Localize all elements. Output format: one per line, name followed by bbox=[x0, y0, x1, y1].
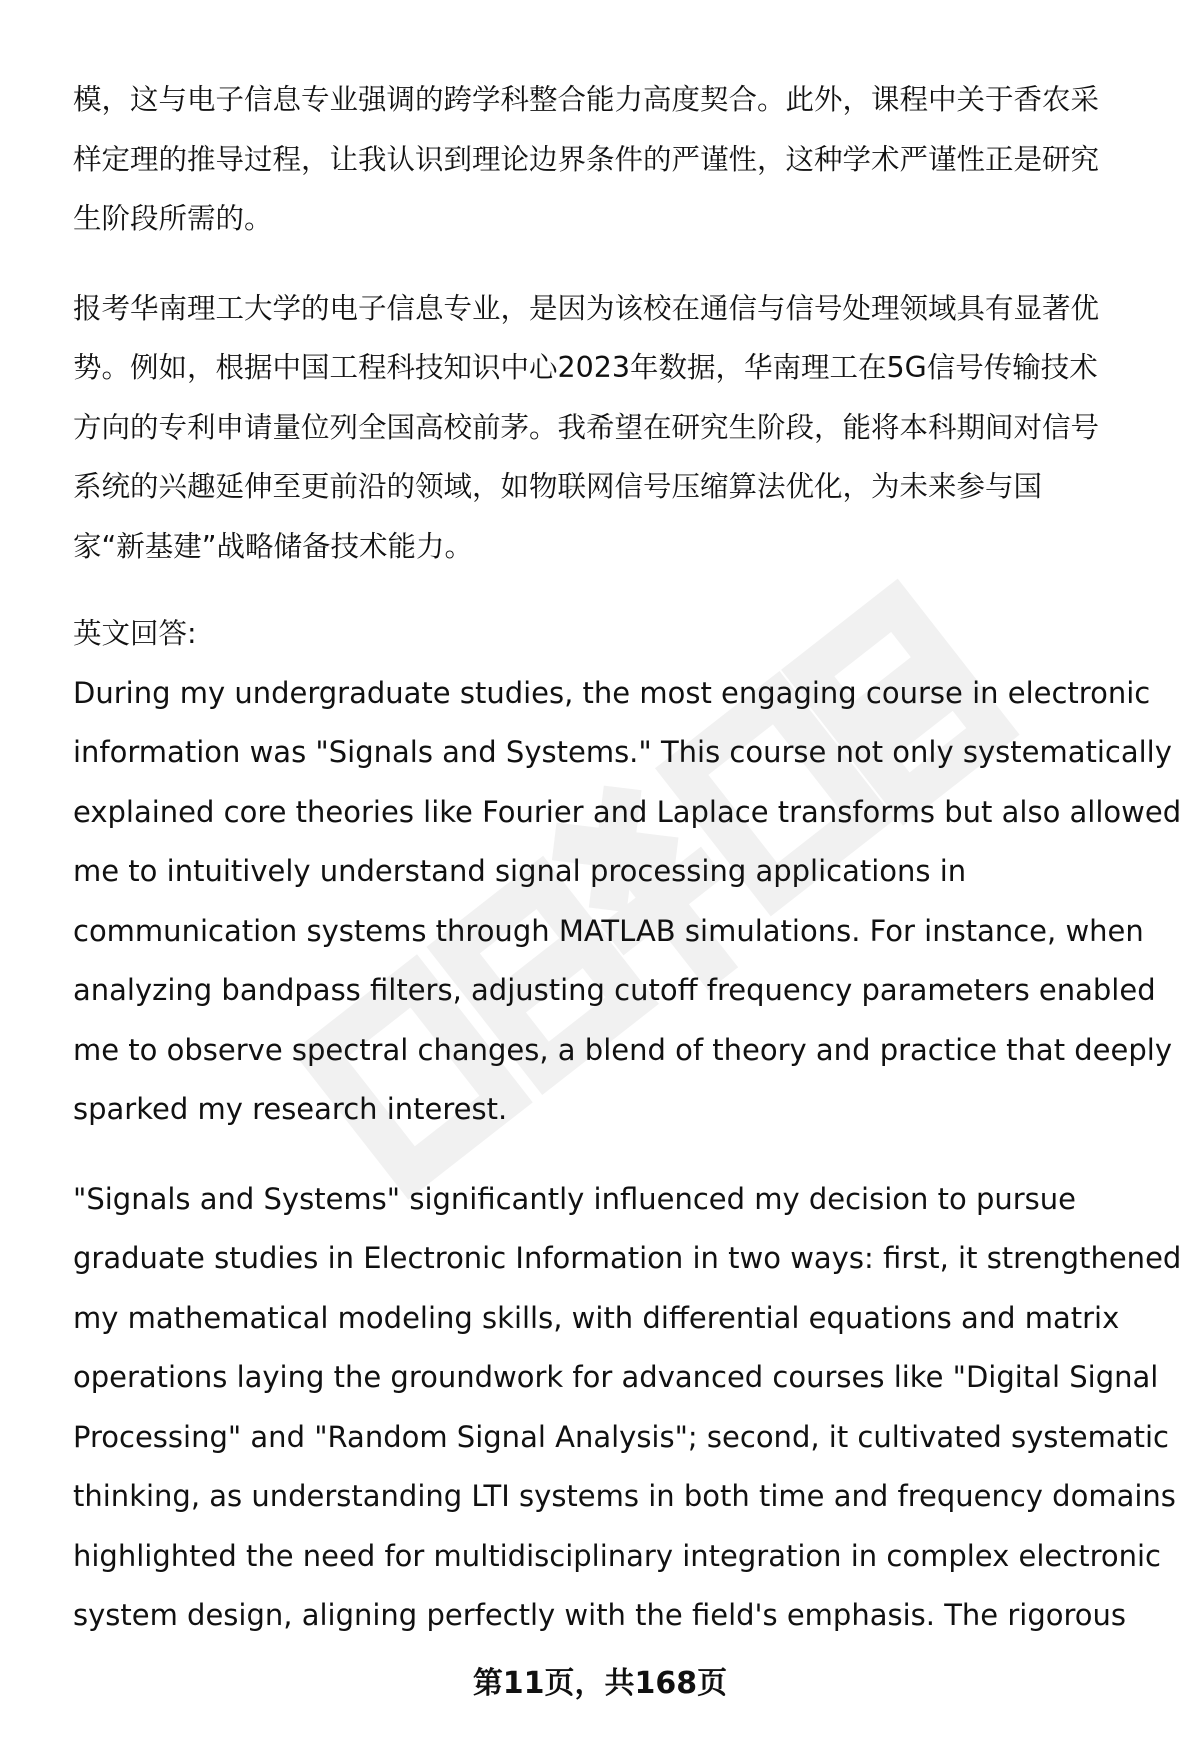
text-line: graduate studies in Electronic Information in two ways: first, it strengthened bbox=[73, 1241, 1182, 1275]
english-answer-label: 英文回答: bbox=[73, 617, 197, 650]
paragraph-spacer bbox=[73, 1140, 1163, 1170]
text-line: information was "Signals and Systems." This course not only systematically bbox=[73, 735, 1172, 769]
paragraph-cn-2 bbox=[73, 279, 1163, 577]
text-line: 系统的兴趣延伸至更前沿的领域，如物联网信号压缩算法优化，为未来参与国 bbox=[73, 470, 1043, 503]
text-line: sparked my research interest. bbox=[73, 1092, 508, 1126]
page-number: 第11页，共168页 bbox=[472, 1666, 728, 1701]
text-line: me to intuitively understand signal processing applications in bbox=[73, 854, 967, 888]
text-line: explained core theories like Fourier and Laplace transforms but also allowed bbox=[73, 794, 1182, 829]
text-line: thinking, as understanding LTI systems in both time and frequency domains bbox=[73, 1479, 1176, 1513]
paragraph-cn-1 bbox=[73, 70, 1163, 249]
text-line: 模，这与电子信息专业强调的跨学科整合能力高度契合。此外，课程中关于香农采 bbox=[73, 83, 1100, 116]
text-line: analyzing bandpass filters, adjusting cutoff frequency parameters enabled bbox=[73, 973, 1156, 1007]
text-line: "Signals and Systems" significantly influenced my decision to pursue bbox=[73, 1181, 1076, 1216]
paragraph-spacer bbox=[73, 249, 1163, 279]
text-line: 报考华南理工大学的电子信息专业，是因为该校在通信与信号处理领域具有显著优 bbox=[73, 291, 1100, 325]
text-line: 生阶段所需的。 bbox=[73, 202, 273, 235]
text-line: my mathematical modeling skills, with differential equations and matrix bbox=[73, 1300, 1120, 1335]
text-line: me to observe spectral changes, a blend of theory and practice that deeply bbox=[73, 1032, 1172, 1067]
text-line: Processing" and "Random Signal Analysis"; second, it cultivated systematic bbox=[73, 1419, 1169, 1454]
text-line: 家“新基建”战略储备技术能力。 bbox=[73, 529, 474, 563]
text-line: highlighted the need for multidisciplinary integration in complex electronic bbox=[73, 1538, 1161, 1573]
document-body bbox=[73, 70, 1182, 1646]
text-line: 样定理的推导过程，让我认识到理论边界条件的严谨性，这种学术严谨性正是研究 bbox=[73, 142, 1100, 176]
text-line: operations laying the groundwork for advanced courses like "Digital Signal bbox=[73, 1360, 1159, 1394]
text-line: system design, aligning perfectly with the field's emphasis. The rigorous bbox=[73, 1598, 1127, 1632]
text-line: communication systems through MATLAB simulations. For instance, when bbox=[73, 913, 1144, 948]
paragraph-spacer bbox=[73, 576, 1163, 604]
text-line: 方向的专利申请量位列全国高校前茅。我希望在研究生阶段，能将本科期间对信号 bbox=[73, 410, 1100, 444]
text-line: During my undergraduate studies, the most engaging course in electronic bbox=[73, 675, 1151, 710]
paragraph-en-1 bbox=[73, 664, 1182, 1140]
paragraph-en-2 bbox=[73, 1170, 1182, 1646]
text-line: 势。例如，根据中国工程科技知识中心2023年数据，华南理工在5G信号传输技术 bbox=[73, 351, 1098, 384]
